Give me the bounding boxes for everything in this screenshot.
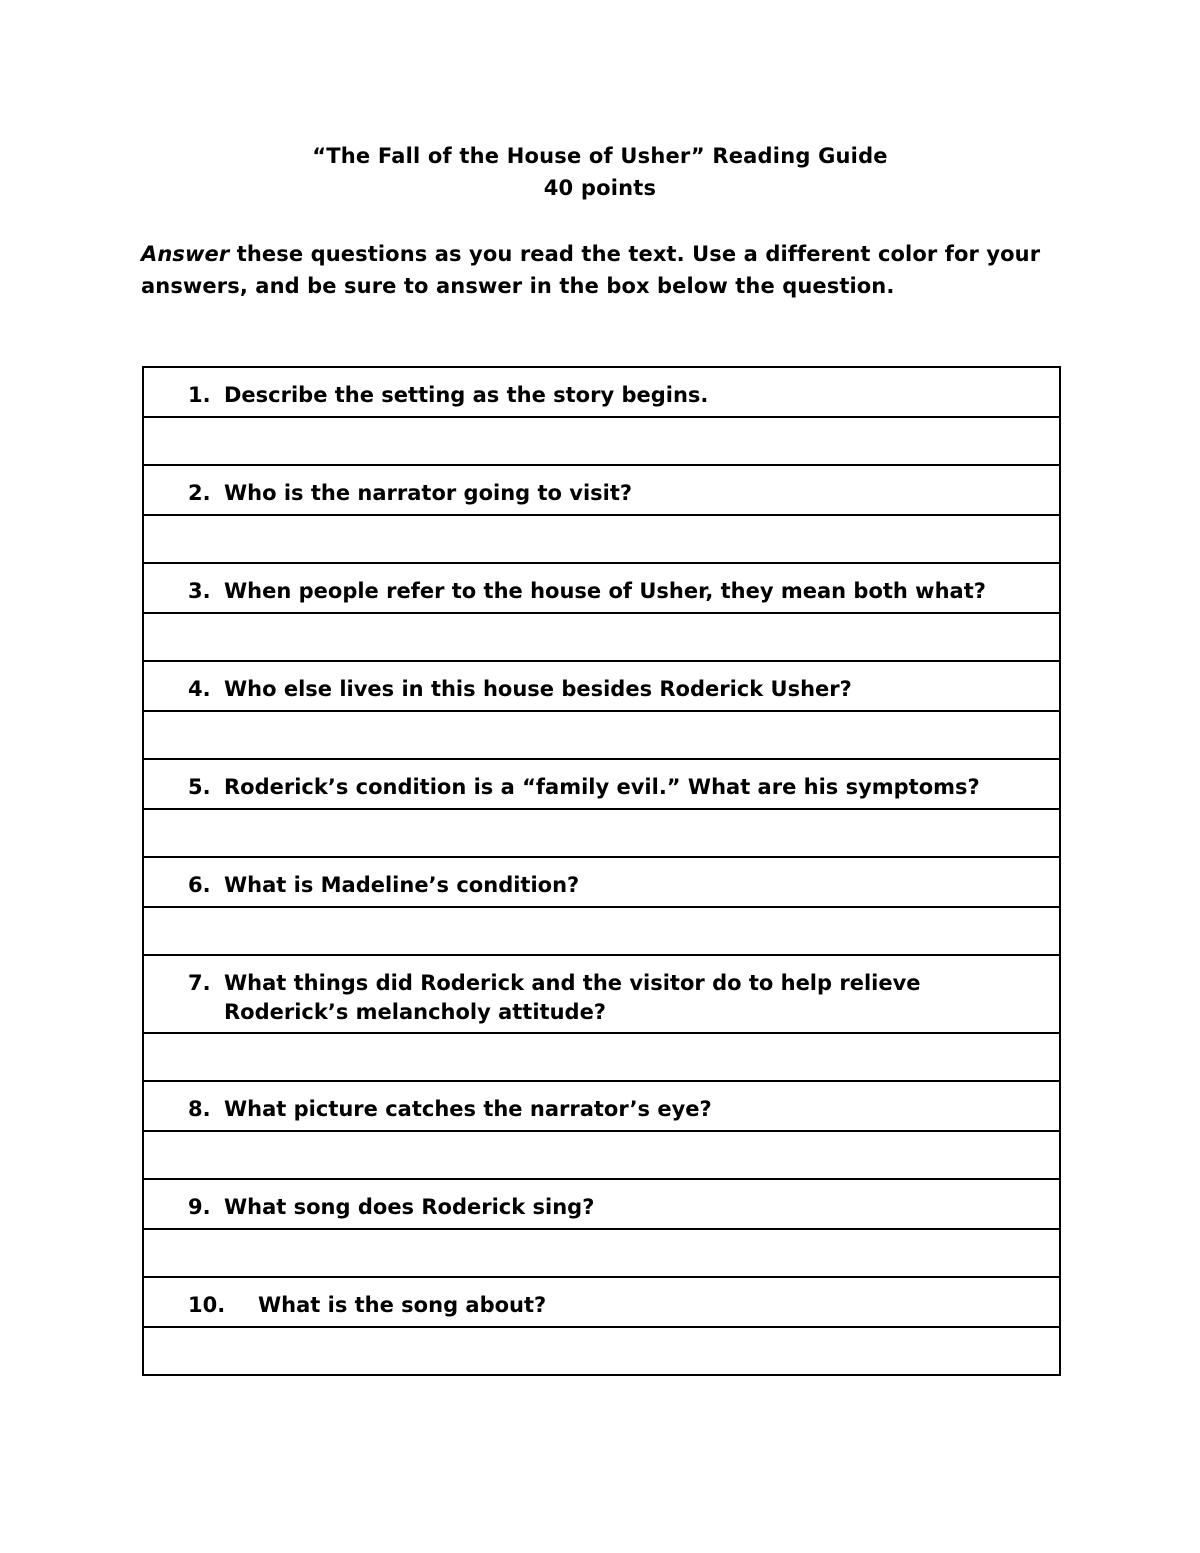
question-text: What picture catches the narrator’s eye? [224, 1097, 712, 1121]
answer-box[interactable] [143, 1229, 1060, 1277]
question-number: 5. [188, 775, 211, 799]
question-number: 3. [188, 579, 211, 603]
question-row [143, 759, 1060, 809]
answer-box[interactable] [143, 417, 1060, 465]
answer-box-cell[interactable] [143, 515, 1060, 563]
question-row [143, 1081, 1060, 1131]
question-number: 1. [188, 383, 211, 407]
answer-box-cell[interactable] [143, 907, 1060, 955]
question-number: 6. [188, 873, 211, 897]
question-number: 9. [188, 1195, 211, 1219]
answer-box[interactable] [143, 711, 1060, 759]
question-row [143, 1277, 1060, 1327]
question-row [143, 661, 1060, 711]
answer-box[interactable] [143, 1131, 1060, 1179]
question-text: Describe the setting as the story begins. [224, 383, 709, 407]
question-text: Who is the narrator going to visit? [224, 481, 633, 505]
points-total: 40 points [543, 176, 657, 200]
question-row [143, 955, 1060, 1033]
question-number: 4. [188, 677, 211, 701]
question-row [143, 1179, 1060, 1229]
instructions [141, 238, 1061, 302]
answer-box-cell[interactable] [143, 417, 1060, 465]
question-number: 2. [188, 481, 211, 505]
instructions-lead: Answer [141, 242, 230, 266]
answer-box[interactable] [143, 613, 1060, 661]
question-text: Who else lives in this house besides Roderick Usher? [224, 677, 852, 701]
question-text: When people refer to the house of Usher, they mean both what? [224, 579, 986, 603]
answer-box[interactable] [143, 907, 1060, 955]
question-number: 10. [188, 1293, 226, 1317]
question-text: What things did Roderick and the visitor do to help relieve Roderick’s melancholy attitude? [224, 971, 921, 1024]
answer-box-cell[interactable] [143, 809, 1060, 857]
question-number: 7. [188, 971, 211, 995]
question-number: 8. [188, 1097, 211, 1121]
answer-box-cell[interactable] [143, 1033, 1060, 1081]
answer-box-cell[interactable] [143, 1229, 1060, 1277]
question-row [143, 563, 1060, 613]
question-row [143, 465, 1060, 515]
question-text: What is Madeline’s condition? [224, 873, 580, 897]
question-text: What is the song about? [258, 1293, 547, 1317]
instructions-body: these questions as you read the text. Use a different color for your answers, and be sure to answer in the box below the question. [141, 242, 1041, 298]
question-row [143, 857, 1060, 907]
answer-box-cell[interactable] [143, 711, 1060, 759]
answer-box[interactable] [143, 515, 1060, 563]
question-table [142, 366, 1061, 1376]
answer-box[interactable] [143, 809, 1060, 857]
question-row [143, 367, 1060, 417]
answer-box-cell[interactable] [143, 1327, 1060, 1375]
answer-box-cell[interactable] [143, 613, 1060, 661]
worksheet-title: “The Fall of the House of Usher” Reading Guide [312, 144, 888, 168]
question-text: Roderick’s condition is a “family evil.” What are his symptoms? [224, 775, 980, 799]
worksheet-header [0, 140, 1200, 204]
answer-box-cell[interactable] [143, 1131, 1060, 1179]
answer-box[interactable] [143, 1033, 1060, 1081]
answer-box[interactable] [143, 1327, 1060, 1375]
question-text: What song does Roderick sing? [224, 1195, 595, 1219]
